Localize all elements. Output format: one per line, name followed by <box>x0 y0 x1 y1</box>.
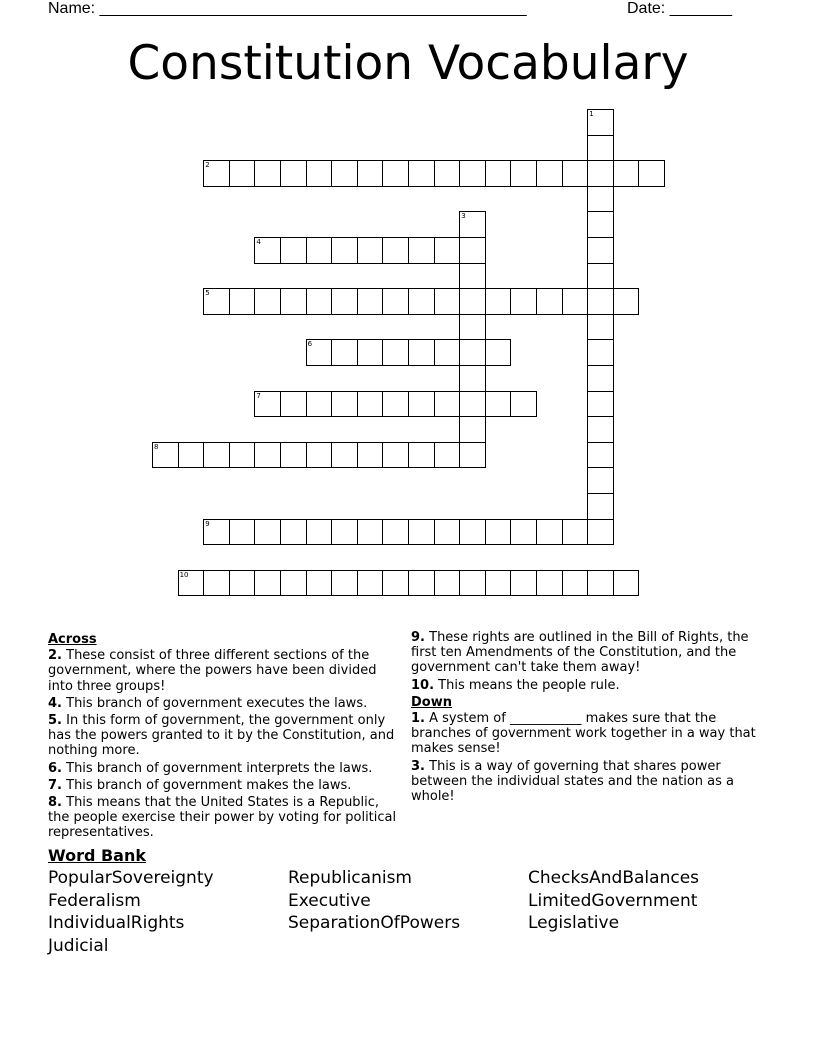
crossword-cell[interactable] <box>357 519 384 546</box>
crossword-cell[interactable] <box>306 519 333 546</box>
crossword-cell[interactable] <box>178 442 205 469</box>
crossword-cell[interactable] <box>331 391 358 418</box>
clue-down-1: 1. A system of ___________ makes sure that the branches of government work together in a way that makes sense! <box>411 711 756 757</box>
crossword-cell[interactable] <box>459 391 486 418</box>
crossword-cell[interactable] <box>331 237 358 264</box>
crossword-cell[interactable] <box>510 519 537 546</box>
crossword-cell[interactable] <box>408 519 435 546</box>
crossword-cell[interactable] <box>587 365 614 392</box>
crossword-cell[interactable] <box>280 570 307 597</box>
crossword-cell[interactable] <box>280 519 307 546</box>
crossword-cell[interactable] <box>408 391 435 418</box>
crossword-cell[interactable] <box>587 442 614 469</box>
crossword-cell[interactable] <box>306 288 333 315</box>
clues-column-right <box>411 630 773 806</box>
crossword-cell[interactable] <box>357 570 384 597</box>
word-bank-item: SeparationOfPowers <box>288 913 461 934</box>
crossword-cell[interactable] <box>510 570 537 597</box>
clues-column-left <box>48 630 404 843</box>
crossword-cell[interactable] <box>357 339 384 366</box>
crossword-cell[interactable] <box>613 160 640 187</box>
clue-across-10: 10. This means the people rule. <box>411 677 620 693</box>
crossword-cell[interactable] <box>152 442 179 469</box>
crossword-cell[interactable] <box>434 442 461 469</box>
word-bank-item: IndividualRights <box>48 913 185 934</box>
across-heading: Across <box>48 632 97 647</box>
crossword-cell[interactable] <box>408 339 435 366</box>
crossword-cell[interactable] <box>229 442 256 469</box>
crossword-cell[interactable] <box>587 288 614 315</box>
crossword-cell[interactable] <box>587 135 614 162</box>
name-field[interactable]: Name: ________________________________________________ <box>48 0 527 17</box>
crossword-cell[interactable] <box>280 391 307 418</box>
clue-number: 2 <box>205 161 210 170</box>
crossword-cell[interactable] <box>587 186 614 213</box>
crossword-cell[interactable] <box>587 339 614 366</box>
crossword-cell[interactable] <box>434 237 461 264</box>
crossword-cell[interactable] <box>459 288 486 315</box>
crossword-cell[interactable] <box>434 519 461 546</box>
crossword-cell[interactable] <box>331 339 358 366</box>
crossword-cell[interactable] <box>382 237 409 264</box>
crossword-cell[interactable] <box>408 288 435 315</box>
crossword-cell[interactable] <box>459 339 486 366</box>
crossword-cell[interactable] <box>485 519 512 546</box>
crossword-cell[interactable] <box>306 570 333 597</box>
crossword-cell[interactable] <box>459 416 486 443</box>
crossword-cell[interactable] <box>203 570 230 597</box>
crossword-cell[interactable] <box>434 288 461 315</box>
crossword-cell[interactable] <box>357 237 384 264</box>
crossword-cell[interactable] <box>331 288 358 315</box>
clue-across-9: 9. These rights are outlined in the Bill of Rights, the first ten Amendments of the Constitution, and the government can't take them away! <box>411 630 749 676</box>
clue-number: 10 <box>179 570 189 579</box>
crossword-cell[interactable] <box>587 416 614 443</box>
clue-across-8: 8. This means that the United States is a Republic, the people exercise their power by voting for political representatives. <box>48 795 397 841</box>
crossword-cell[interactable] <box>382 570 409 597</box>
clue-across-2: 2. These consist of three different sections of the government, where the powers have been divided into three groups! <box>48 648 377 694</box>
clue-number: 3 <box>461 212 466 221</box>
crossword-cell[interactable] <box>587 391 614 418</box>
crossword-cell[interactable] <box>178 570 205 597</box>
crossword-cell[interactable] <box>510 160 537 187</box>
crossword-cell[interactable] <box>306 237 333 264</box>
crossword-cell[interactable] <box>613 570 640 597</box>
crossword-cell[interactable] <box>382 160 409 187</box>
word-bank-item: Executive <box>288 890 371 911</box>
crossword-cell[interactable] <box>587 314 614 341</box>
crossword-cell[interactable] <box>536 519 563 546</box>
crossword-cell[interactable] <box>254 160 281 187</box>
clue-number: 1 <box>589 110 594 118</box>
crossword-cell[interactable] <box>382 339 409 366</box>
clue-number: 7 <box>256 391 261 400</box>
crossword-cell[interactable] <box>408 570 435 597</box>
crossword-cell[interactable] <box>587 237 614 264</box>
crossword-cell[interactable] <box>459 160 486 187</box>
crossword-cell[interactable] <box>331 519 358 546</box>
crossword-cell[interactable] <box>408 237 435 264</box>
crossword-cell[interactable] <box>408 442 435 469</box>
crossword-cell[interactable] <box>408 160 435 187</box>
page-title: Constitution Vocabulary <box>127 36 689 91</box>
down-heading: Down <box>411 694 452 710</box>
crossword-cell[interactable] <box>280 288 307 315</box>
crossword-cell[interactable] <box>459 211 486 238</box>
crossword-cell[interactable] <box>434 570 461 597</box>
word-bank-title: Word Bank <box>48 846 147 865</box>
crossword-cell[interactable] <box>357 442 384 469</box>
crossword-cell[interactable] <box>587 109 614 136</box>
clue-down-3: 3. This is a way of governing that shares power between the individual states and the nation as a whole! <box>411 758 735 805</box>
crossword-cell[interactable] <box>254 288 281 315</box>
crossword-cell[interactable] <box>382 519 409 546</box>
clue-number: 6 <box>307 340 313 349</box>
crossword-cell[interactable] <box>459 519 486 546</box>
word-bank-item: Judicial <box>48 935 109 956</box>
crossword-cell[interactable] <box>229 570 256 597</box>
crossword-cell[interactable] <box>510 391 537 418</box>
crossword-cell[interactable] <box>254 442 281 469</box>
crossword-cell[interactable] <box>587 519 614 546</box>
crossword-cell[interactable] <box>280 442 307 469</box>
crossword-cell[interactable] <box>459 237 486 264</box>
crossword-cell[interactable] <box>203 442 230 469</box>
crossword-cell[interactable] <box>536 288 563 315</box>
clue-number: 4 <box>256 238 261 246</box>
crossword-cell[interactable] <box>254 237 281 264</box>
crossword-cell[interactable] <box>459 263 486 290</box>
crossword-cell[interactable] <box>382 391 409 418</box>
clue-across-5: 5. In this form of government, the government only has the powers granted to it by the Constitution, and nothing more. <box>48 713 395 759</box>
crossword-cell[interactable] <box>306 391 333 418</box>
crossword-cell[interactable] <box>459 365 486 392</box>
crossword-cell[interactable] <box>229 160 256 187</box>
crossword-cell[interactable] <box>613 288 640 315</box>
crossword-cell[interactable] <box>382 288 409 315</box>
crossword-cell[interactable] <box>203 160 230 187</box>
crossword-cell[interactable] <box>459 314 486 341</box>
crossword-cell[interactable] <box>357 391 384 418</box>
crossword-cell[interactable] <box>485 160 512 187</box>
crossword-cell[interactable] <box>357 160 384 187</box>
crossword-cell[interactable] <box>254 519 281 546</box>
crossword-cell[interactable] <box>434 339 461 366</box>
crossword-cell[interactable] <box>357 288 384 315</box>
clue-number: 5 <box>205 289 210 298</box>
crossword-cell[interactable] <box>434 391 461 418</box>
crossword-cell[interactable] <box>587 263 614 290</box>
crossword-cell[interactable] <box>562 570 589 597</box>
crossword-cell[interactable] <box>229 288 256 315</box>
clue-number: 9 <box>205 519 210 528</box>
crossword-cell[interactable] <box>587 570 614 597</box>
word-bank-item: LimitedGovernment <box>528 890 698 911</box>
clue-across-4: 4. This branch of government executes the laws. <box>48 695 368 711</box>
crossword-cell[interactable] <box>306 442 333 469</box>
word-bank-item: PopularSovereignty <box>48 868 214 888</box>
crossword-cell[interactable] <box>331 442 358 469</box>
crossword-cell[interactable] <box>306 160 333 187</box>
crossword-cell[interactable] <box>459 570 486 597</box>
word-bank-item: ChecksAndBalances <box>528 868 700 888</box>
crossword-cell[interactable] <box>485 570 512 597</box>
crossword-cell[interactable] <box>510 288 537 315</box>
word-bank-item: Republicanism <box>288 868 412 888</box>
crossword-cell[interactable] <box>434 160 461 187</box>
clue-across-6: 6. This branch of government interprets the laws. <box>48 760 373 776</box>
date-field[interactable]: Date: _______ <box>627 0 732 17</box>
clue-number: 8 <box>154 442 159 451</box>
crossword-cell[interactable] <box>280 160 307 187</box>
crossword-cell[interactable] <box>382 442 409 469</box>
crossword-cell[interactable] <box>331 160 358 187</box>
word-bank <box>48 867 768 957</box>
word-bank-item: Legislative <box>528 913 620 934</box>
crossword-cell[interactable] <box>254 391 281 418</box>
crossword-cell[interactable] <box>459 442 486 469</box>
crossword-cell[interactable] <box>587 493 614 520</box>
crossword-cell[interactable] <box>254 570 281 597</box>
crossword-cell[interactable] <box>562 519 589 546</box>
crossword-cell[interactable] <box>280 237 307 264</box>
crossword-cell[interactable] <box>485 288 512 315</box>
crossword-cell[interactable] <box>203 288 230 315</box>
crossword-cell[interactable] <box>331 570 358 597</box>
crossword-cell[interactable] <box>485 391 512 418</box>
crossword-cell[interactable] <box>306 339 333 366</box>
crossword-cell[interactable] <box>229 519 256 546</box>
crossword-cell[interactable] <box>587 211 614 238</box>
clue-across-7: 7. This branch of government makes the laws. <box>48 777 352 793</box>
crossword-cell[interactable] <box>587 467 614 494</box>
crossword-cell[interactable] <box>203 519 230 546</box>
crossword-cell[interactable] <box>587 160 614 187</box>
crossword-cell[interactable] <box>536 160 563 187</box>
crossword-cell[interactable] <box>485 339 512 366</box>
crossword-cell[interactable] <box>536 570 563 597</box>
crossword-cell[interactable] <box>562 160 589 187</box>
crossword-cell[interactable] <box>638 160 665 187</box>
crossword-cell[interactable] <box>562 288 589 315</box>
word-bank-item: Federalism <box>48 890 141 911</box>
